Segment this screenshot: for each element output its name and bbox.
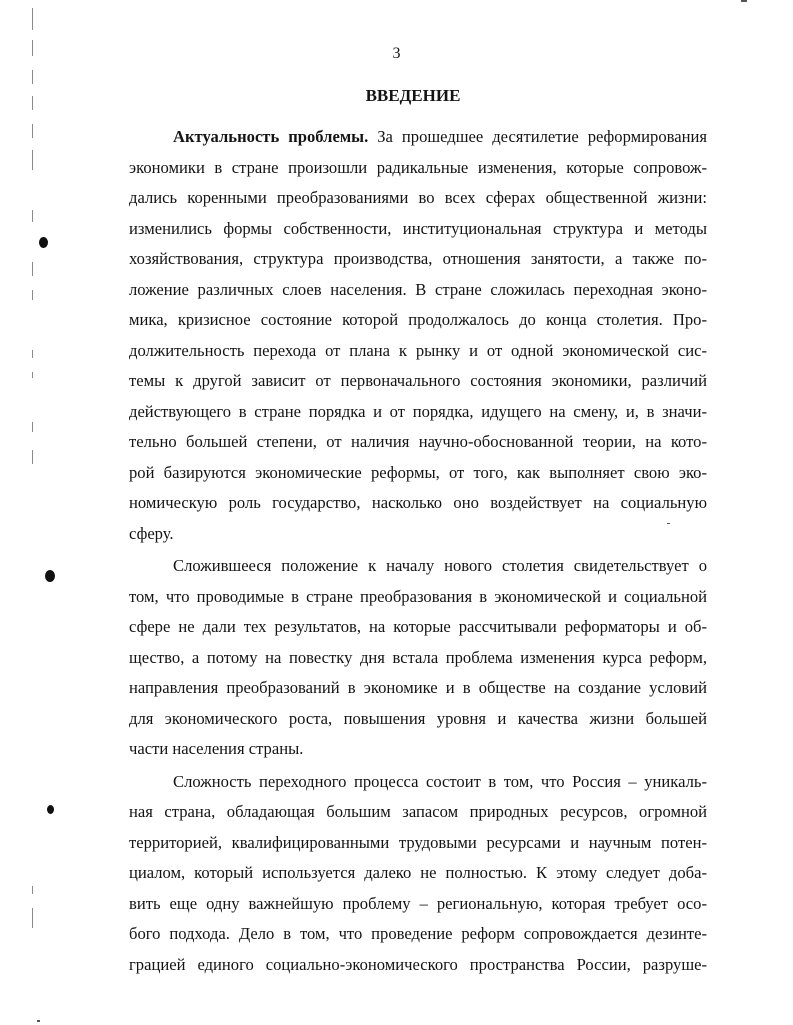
paragraph-line: сферу. (129, 523, 174, 543)
scan-margin-mark (32, 886, 33, 894)
document-body (129, 122, 707, 980)
paragraph-line: рой базируются экономические реформы, от того, как выполняет свою эко- (129, 462, 707, 482)
page-title: ВВЕДЕНИЕ (365, 86, 461, 105)
scan-margin-mark (32, 8, 33, 30)
paragraph-line (129, 122, 707, 153)
paragraph-line: ложение различных слоев населения. В стране сложилась переходная эконо- (129, 279, 707, 299)
paragraph-line: для экономического роста, повышения уровня и качества жизни большей (129, 708, 707, 728)
scan-margin-mark (32, 124, 33, 138)
paragraph-line: вить еще одну важнейшую проблему – региональную, которая требует осо- (129, 893, 707, 913)
paragraph-line: части населения страны. (129, 739, 304, 758)
paragraph-line: Сложившееся положение к началу нового столетия свидетельствует о (173, 556, 707, 575)
scan-margin-mark (32, 210, 33, 222)
punch-hole (39, 237, 48, 248)
scan-margin-mark (32, 450, 33, 464)
scan-margin-mark (32, 262, 33, 276)
paragraph-line: щество, а потому на повестку дня встала проблема изменения курса реформ, (129, 647, 707, 667)
paragraph-line: грацией единого социально-экономического пространства России, разруше- (129, 954, 707, 974)
paragraph-relevance (129, 122, 707, 549)
page-number: 3 (392, 45, 401, 62)
paragraph-line: ная страна, обладающая большим запасом природных ресурсов, огромной (129, 802, 707, 821)
scan-margin-mark (32, 290, 33, 300)
paragraph-line: номическую роль государство, насколько оно воздействует на социальную (129, 493, 707, 512)
scan-margin-mark (32, 372, 33, 378)
punch-hole (45, 570, 55, 582)
paragraph-line: дались коренными преобразованиями во всех сферах общественной жизни: (129, 188, 707, 207)
paragraph-line: циалом, который используется далеко не полностью. К этому следует доба- (129, 863, 707, 882)
scan-margin-mark (32, 350, 33, 358)
paragraph-line: экономики в стране произошли радикальные изменения, которые сопровож- (129, 157, 707, 177)
scan-margin-mark (32, 908, 33, 928)
scan-speck (741, 0, 747, 2)
paragraph-lead-heading: Актуальность проблемы. (173, 127, 369, 146)
scan-margin-mark (32, 70, 33, 84)
paragraph-line: территорией, квалифицированными трудовыми ресурсами и научным потен- (129, 832, 707, 852)
paragraph-line: должительность перехода от плана к рынку и от одной экономической сис- (129, 340, 707, 360)
scan-margin-mark (32, 422, 33, 432)
paragraph-line: сфере не дали тех результатов, на которые рассчитывали реформаторы и об- (129, 617, 707, 636)
paragraph-transition-complexity (129, 767, 707, 981)
paragraph-line: Сложность переходного процесса состоит в том, что Россия – уникаль- (173, 771, 707, 791)
paragraph-line: действующего в стране порядка и от порядка, идущего на смену, и, в значи- (129, 401, 707, 421)
paragraph-line-text: За прошедшее десятилетие реформирования (368, 127, 707, 146)
paragraph-line: том, что проводимые в стране преобразования в экономической и социальной (129, 586, 707, 606)
paragraph-current-situation (129, 551, 707, 765)
paragraph-line: мика, кризисное состояние которой продолжалось до конца столетия. Про- (129, 310, 707, 329)
scan-margin-mark (32, 150, 33, 170)
paragraph-line: изменились формы собственности, институциональная структура и методы (129, 218, 707, 238)
scan-speck (37, 1020, 40, 1022)
paragraph-line: хозяйствования, структура производства, отношения занятости, а также по- (129, 249, 707, 268)
punch-hole (47, 805, 54, 814)
paragraph-line: тельно большей степени, от наличия научно-обоснованной теории, на кото- (129, 432, 707, 451)
paragraph-line: темы к другой зависит от первоначального состояния экономики, различий (129, 371, 707, 390)
paragraph-line: направления преобразований в экономике и в обществе на создание условий (129, 678, 707, 697)
paragraph-line: бого подхода. Дело в том, что проведение реформ сопровождается дезинте- (129, 924, 707, 943)
